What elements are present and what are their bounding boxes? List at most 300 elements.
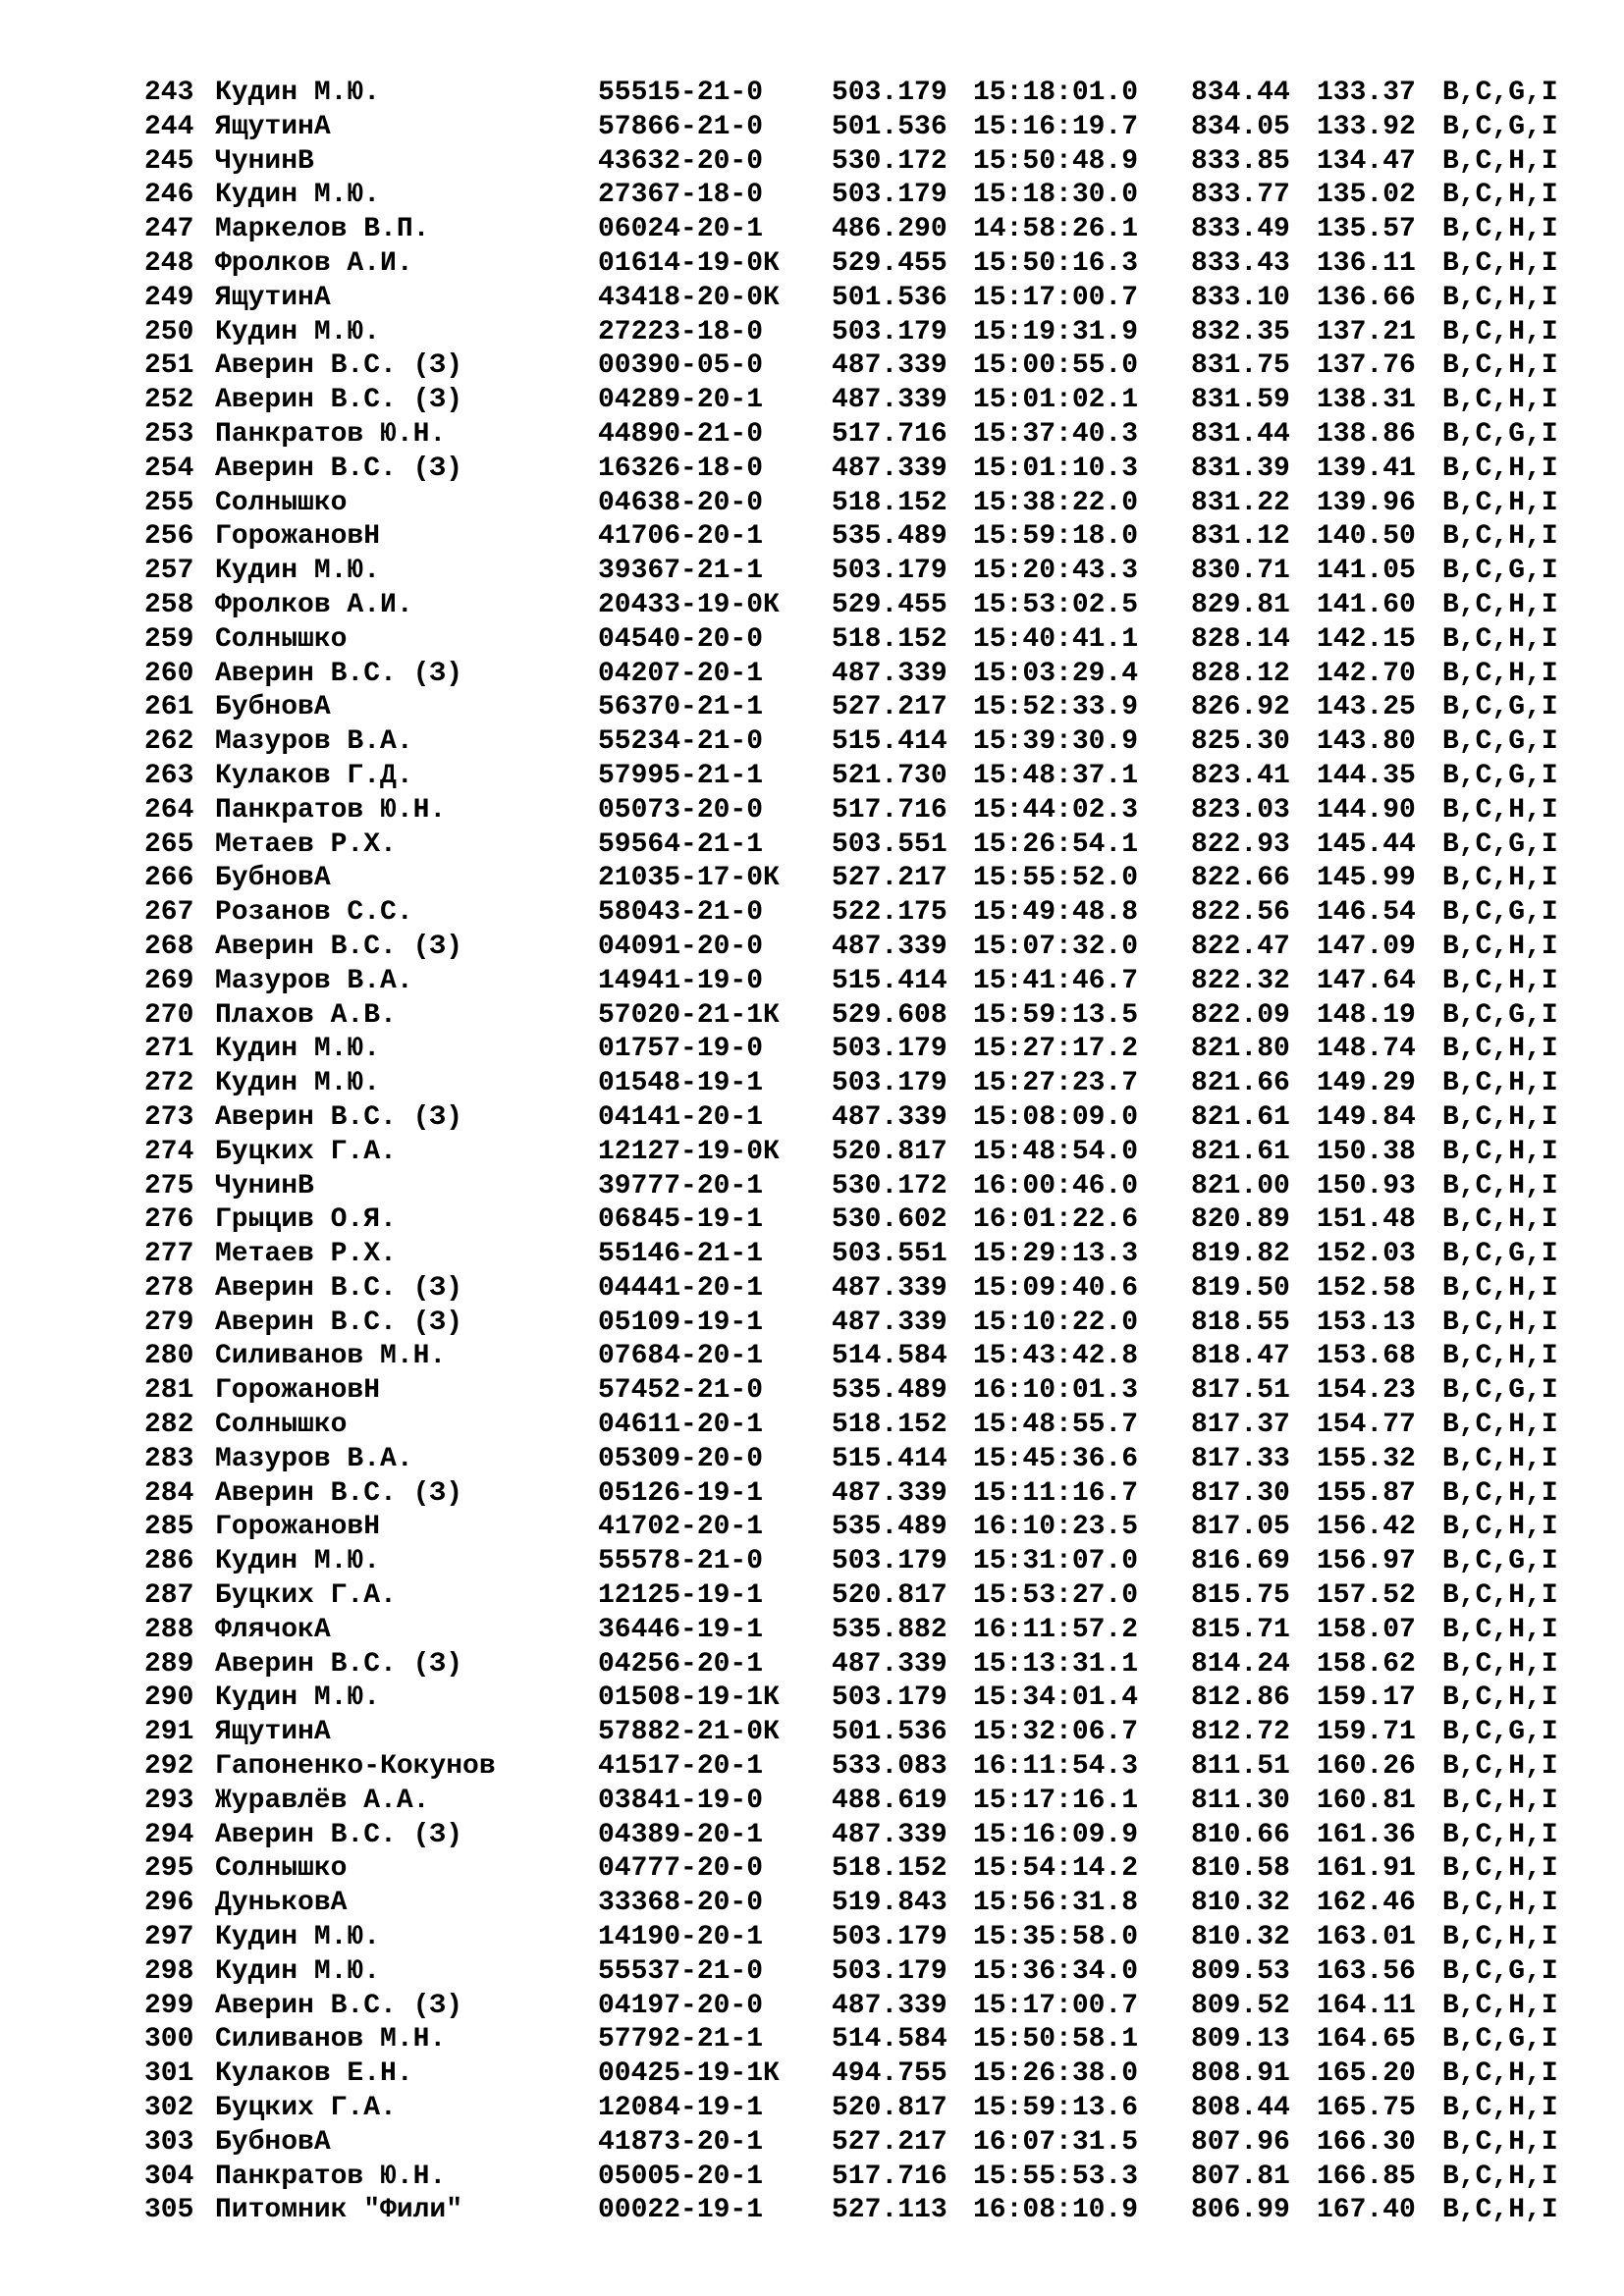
classes: B,C,H,I	[1442, 1307, 1558, 1338]
classes: B,C,H,I	[1442, 1341, 1558, 1372]
classes: B,C,H,I	[1442, 487, 1558, 518]
classes: B,C,H,I	[1442, 1990, 1558, 2021]
ring-number: 55234-21-0	[598, 726, 764, 758]
speed: 811.30	[1191, 1785, 1290, 1816]
speed: 818.55	[1191, 1307, 1290, 1338]
coefficient: 143.25	[1317, 692, 1416, 723]
speed: 809.52	[1191, 1990, 1290, 2021]
speed: 808.91	[1191, 2058, 1290, 2090]
classes: B,C,H,I	[1442, 1443, 1558, 1474]
fancier-name: Мазуров В.А.	[215, 726, 413, 758]
speed: 832.35	[1191, 316, 1290, 347]
classes: B,C,H,I	[1442, 385, 1558, 416]
coefficient: 135.57	[1317, 214, 1416, 245]
ring-number: 04197-20-0	[598, 1990, 764, 2021]
distance: 503.551	[832, 1239, 947, 1270]
speed: 821.66	[1191, 1068, 1290, 1099]
arrival-time: 15:27:23.7	[973, 1068, 1139, 1099]
coefficient: 157.52	[1317, 1580, 1416, 1612]
table-row	[144, 2092, 1558, 2126]
classes: B,C,H,I	[1442, 2058, 1558, 2090]
distance: 535.882	[832, 1614, 947, 1645]
fancier-name: Кулаков Е.Н.	[215, 2058, 413, 2090]
place-number: 305	[144, 2195, 194, 2226]
fancier-name: Аверин В.С. (З)	[215, 1819, 463, 1850]
arrival-time: 16:01:22.6	[973, 1204, 1139, 1236]
ring-number: 57995-21-1	[598, 760, 764, 791]
ring-number: 04141-20-1	[598, 1101, 764, 1133]
table-row	[144, 111, 1558, 145]
distance: 517.716	[832, 2161, 947, 2192]
place-number: 259	[144, 623, 194, 655]
arrival-time: 15:44:02.3	[973, 794, 1139, 826]
table-row	[144, 1990, 1558, 2024]
fancier-name: Кудин М.Ю.	[215, 1068, 381, 1099]
coefficient: 136.11	[1317, 247, 1416, 279]
distance: 535.489	[832, 521, 947, 553]
arrival-time: 15:48:54.0	[973, 1136, 1139, 1167]
speed: 830.71	[1191, 556, 1290, 587]
ring-number: 03841-19-0	[598, 1785, 764, 1816]
table-row	[144, 453, 1558, 487]
place-number: 279	[144, 1307, 194, 1338]
coefficient: 147.09	[1317, 931, 1416, 962]
coefficient: 142.15	[1317, 623, 1416, 655]
coefficient: 153.68	[1317, 1341, 1416, 1372]
distance: 487.339	[832, 385, 947, 416]
speed: 808.44	[1191, 2093, 1290, 2124]
distance: 487.339	[832, 1101, 947, 1133]
ring-number: 12127-19-0К	[598, 1136, 780, 1167]
distance: 487.339	[832, 350, 947, 382]
table-row	[144, 247, 1558, 282]
coefficient: 153.13	[1317, 1307, 1416, 1338]
coefficient: 145.44	[1317, 828, 1416, 860]
place-number: 277	[144, 1239, 194, 1270]
classes: B,C,H,I	[1442, 1170, 1558, 1201]
classes: B,C,H,I	[1442, 1682, 1558, 1714]
speed: 831.59	[1191, 385, 1290, 416]
fancier-name: ДуньковА	[215, 1888, 348, 1919]
place-number: 301	[144, 2058, 194, 2090]
coefficient: 137.76	[1317, 350, 1416, 382]
classes: B,C,H,I	[1442, 623, 1558, 655]
coefficient: 163.01	[1317, 1922, 1416, 1953]
place-number: 280	[144, 1341, 194, 1372]
classes: B,C,G,I	[1442, 1717, 1558, 1748]
fancier-name: Питомник "Фили"	[215, 2195, 463, 2226]
distance: 503.179	[832, 78, 947, 108]
place-number: 294	[144, 1819, 194, 1850]
speed: 823.41	[1191, 760, 1290, 791]
coefficient: 148.74	[1317, 1034, 1416, 1065]
table-row	[144, 1852, 1558, 1887]
ring-number: 05109-19-1	[598, 1307, 764, 1338]
coefficient: 135.02	[1317, 180, 1416, 211]
coefficient: 140.50	[1317, 521, 1416, 553]
table-row	[144, 1443, 1558, 1477]
speed: 817.33	[1191, 1443, 1290, 1474]
table-row	[144, 2126, 1558, 2161]
coefficient: 150.93	[1317, 1170, 1416, 1201]
place-number: 247	[144, 214, 194, 245]
distance: 488.619	[832, 1785, 947, 1816]
classes: B,C,H,I	[1442, 1819, 1558, 1850]
place-number: 256	[144, 521, 194, 553]
arrival-time: 15:41:46.7	[973, 965, 1139, 996]
table-row	[144, 1374, 1558, 1409]
speed: 816.69	[1191, 1546, 1290, 1577]
arrival-time: 15:55:53.3	[973, 2161, 1139, 2192]
place-number: 291	[144, 1717, 194, 1748]
coefficient: 160.81	[1317, 1785, 1416, 1816]
coefficient: 146.54	[1317, 897, 1416, 929]
arrival-time: 16:10:23.5	[973, 1512, 1139, 1543]
arrival-time: 16:00:46.0	[973, 1170, 1139, 1201]
speed: 814.24	[1191, 1648, 1290, 1680]
coefficient: 149.29	[1317, 1068, 1416, 1099]
fancier-name: Панкратов Ю.Н.	[215, 2161, 447, 2192]
table-row	[144, 316, 1558, 350]
arrival-time: 15:45:36.6	[973, 1443, 1139, 1474]
fancier-name: Солнышко	[215, 1853, 348, 1885]
coefficient: 138.31	[1317, 385, 1416, 416]
classes: B,C,H,I	[1442, 658, 1558, 689]
distance: 527.217	[832, 692, 947, 723]
coefficient: 158.62	[1317, 1648, 1416, 1680]
speed: 833.85	[1191, 145, 1290, 177]
classes: B,C,H,I	[1442, 794, 1558, 826]
place-number: 296	[144, 1888, 194, 1919]
distance: 522.175	[832, 897, 947, 929]
ring-number: 55537-21-0	[598, 1955, 764, 1987]
table-row	[144, 1409, 1558, 1443]
speed: 812.72	[1191, 1717, 1290, 1748]
speed: 819.50	[1191, 1272, 1290, 1304]
classes: B,C,H,I	[1442, 1888, 1558, 1919]
place-number: 281	[144, 1375, 194, 1407]
table-row	[144, 794, 1558, 828]
coefficient: 133.37	[1317, 78, 1416, 108]
speed: 817.30	[1191, 1477, 1290, 1509]
table-row	[144, 1511, 1558, 1545]
speed: 815.71	[1191, 1614, 1290, 1645]
table-row	[144, 418, 1558, 453]
fancier-name: ГорожановН	[215, 521, 381, 553]
ring-number: 14941-19-0	[598, 965, 764, 996]
arrival-time: 15:50:16.3	[973, 247, 1139, 279]
ring-number: 27367-18-0	[598, 180, 764, 211]
fancier-name: Буцких Г.А.	[215, 2093, 397, 2124]
speed: 834.05	[1191, 111, 1290, 142]
distance: 535.489	[832, 1512, 947, 1543]
speed: 812.86	[1191, 1682, 1290, 1714]
speed: 807.81	[1191, 2161, 1290, 2192]
arrival-time: 15:56:31.8	[973, 1888, 1139, 1919]
classes: B,C,G,I	[1442, 1546, 1558, 1577]
arrival-time: 15:48:55.7	[973, 1410, 1139, 1441]
coefficient: 134.47	[1317, 145, 1416, 177]
classes: B,C,H,I	[1442, 282, 1558, 313]
arrival-time: 15:48:37.1	[973, 760, 1139, 791]
fancier-name: ЧунинВ	[215, 145, 314, 177]
coefficient: 154.23	[1317, 1375, 1416, 1407]
fancier-name: Аверин В.С. (З)	[215, 1272, 463, 1304]
arrival-time: 15:34:01.4	[973, 1682, 1139, 1714]
speed: 833.77	[1191, 180, 1290, 211]
fancier-name: Силиванов М.Н.	[215, 1341, 447, 1372]
fancier-name: БубновА	[215, 692, 331, 723]
arrival-time: 15:16:19.7	[973, 111, 1139, 142]
arrival-time: 15:50:48.9	[973, 145, 1139, 177]
speed: 828.14	[1191, 623, 1290, 655]
classes: B,C,H,I	[1442, 214, 1558, 245]
table-row	[144, 2161, 1558, 2195]
distance: 487.339	[832, 1272, 947, 1304]
coefficient: 133.92	[1317, 111, 1416, 142]
ring-number: 04540-20-0	[598, 623, 764, 655]
fancier-name: Силиванов М.Н.	[215, 2024, 447, 2056]
classes: B,C,H,I	[1442, 931, 1558, 962]
classes: B,C,H,I	[1442, 1272, 1558, 1304]
speed: 831.44	[1191, 418, 1290, 450]
classes: B,C,H,I	[1442, 145, 1558, 177]
fancier-name: ЯщутинА	[215, 1717, 331, 1748]
place-number: 249	[144, 282, 194, 313]
place-number: 272	[144, 1068, 194, 1099]
ring-number: 57866-21-0	[598, 111, 764, 142]
speed: 821.00	[1191, 1170, 1290, 1201]
place-number: 274	[144, 1136, 194, 1167]
arrival-time: 15:54:14.2	[973, 1853, 1139, 1885]
fancier-name: Солнышко	[215, 487, 348, 518]
table-row	[144, 1955, 1558, 1990]
speed: 831.12	[1191, 521, 1290, 553]
place-number: 292	[144, 1751, 194, 1783]
coefficient: 158.07	[1317, 1614, 1416, 1645]
ring-number: 57452-21-0	[598, 1375, 764, 1407]
coefficient: 159.71	[1317, 1717, 1416, 1748]
coefficient: 148.19	[1317, 999, 1416, 1031]
distance: 487.339	[832, 658, 947, 689]
ring-number: 00425-19-1К	[598, 2058, 780, 2090]
coefficient: 151.48	[1317, 1204, 1416, 1236]
classes: B,C,H,I	[1442, 1751, 1558, 1783]
distance: 518.152	[832, 1410, 947, 1441]
speed: 822.56	[1191, 897, 1290, 929]
arrival-time: 15:09:40.6	[973, 1272, 1139, 1304]
fancier-name: Кудин М.Ю.	[215, 78, 381, 108]
distance: 529.608	[832, 999, 947, 1031]
place-number: 295	[144, 1853, 194, 1885]
ring-number: 57020-21-1К	[598, 999, 780, 1031]
place-number: 263	[144, 760, 194, 791]
classes: B,C,G,I	[1442, 897, 1558, 929]
ring-number: 55146-21-1	[598, 1239, 764, 1270]
table-row	[144, 1887, 1558, 1921]
fancier-name: Буцких Г.А.	[215, 1136, 397, 1167]
ring-number: 43632-20-0	[598, 145, 764, 177]
classes: B,C,G,I	[1442, 418, 1558, 450]
coefficient: 154.77	[1317, 1410, 1416, 1441]
place-number: 270	[144, 999, 194, 1031]
speed: 810.58	[1191, 1853, 1290, 1885]
classes: B,C,G,I	[1442, 78, 1558, 108]
fancier-name: ГорожановН	[215, 1512, 381, 1543]
place-number: 269	[144, 965, 194, 996]
arrival-time: 15:29:13.3	[973, 1239, 1139, 1270]
place-number: 262	[144, 726, 194, 758]
table-row	[144, 999, 1558, 1034]
place-number: 255	[144, 487, 194, 518]
table-row	[144, 1203, 1558, 1238]
fancier-name: БубновА	[215, 863, 331, 894]
fancier-name: Кудин М.Ю.	[215, 1955, 381, 1987]
coefficient: 163.56	[1317, 1955, 1416, 1987]
speed: 819.82	[1191, 1239, 1290, 1270]
place-number: 258	[144, 589, 194, 620]
table-row	[144, 828, 1558, 863]
fancier-name: Солнышко	[215, 623, 348, 655]
arrival-time: 15:36:34.0	[973, 1955, 1139, 1987]
coefficient: 137.21	[1317, 316, 1416, 347]
fancier-name: Аверин В.С. (З)	[215, 350, 463, 382]
speed: 811.51	[1191, 1751, 1290, 1783]
coefficient: 155.87	[1317, 1477, 1416, 1509]
speed: 820.89	[1191, 1204, 1290, 1236]
classes: B,C,H,I	[1442, 1922, 1558, 1953]
table-row	[144, 760, 1558, 794]
coefficient: 161.36	[1317, 1819, 1416, 1850]
table-row	[144, 1750, 1558, 1785]
table-row	[144, 1340, 1558, 1374]
fancier-name: Панкратов Ю.Н.	[215, 794, 447, 826]
distance: 517.716	[832, 418, 947, 450]
speed: 806.99	[1191, 2195, 1290, 2226]
ring-number: 21035-17-0К	[598, 863, 780, 894]
speed: 810.32	[1191, 1922, 1290, 1953]
distance: 520.817	[832, 2093, 947, 2124]
place-number: 243	[144, 78, 194, 108]
classes: B,C,H,I	[1442, 316, 1558, 347]
distance: 520.817	[832, 1136, 947, 1167]
fancier-name: Кудин М.Ю.	[215, 556, 381, 587]
ring-number: 04091-20-0	[598, 931, 764, 962]
place-number: 285	[144, 1512, 194, 1543]
coefficient: 136.66	[1317, 282, 1416, 313]
table-row	[144, 145, 1558, 180]
arrival-time: 15:17:00.7	[973, 1990, 1139, 2021]
ring-number: 04207-20-1	[598, 658, 764, 689]
fancier-name: Метаев Р.Х.	[215, 828, 397, 860]
ring-number: 06845-19-1	[598, 1204, 764, 1236]
ring-number: 04441-20-1	[598, 1272, 764, 1304]
classes: B,C,H,I	[1442, 1034, 1558, 1065]
coefficient: 152.58	[1317, 1272, 1416, 1304]
coefficient: 156.97	[1317, 1546, 1416, 1577]
coefficient: 144.90	[1317, 794, 1416, 826]
fancier-name: Грыцив О.Я.	[215, 1204, 397, 1236]
place-number: 244	[144, 111, 194, 142]
table-row	[144, 725, 1558, 760]
ring-number: 04389-20-1	[598, 1819, 764, 1850]
arrival-time: 15:59:13.5	[973, 999, 1139, 1031]
table-row	[144, 520, 1558, 555]
speed: 817.05	[1191, 1512, 1290, 1543]
place-number: 252	[144, 385, 194, 416]
fancier-name: Аверин В.С. (З)	[215, 1101, 463, 1133]
speed: 822.09	[1191, 999, 1290, 1031]
place-number: 248	[144, 247, 194, 279]
place-number: 257	[144, 556, 194, 587]
ring-number: 04777-20-0	[598, 1853, 764, 1885]
coefficient: 156.42	[1317, 1512, 1416, 1543]
distance: 503.179	[832, 1682, 947, 1714]
coefficient: 145.99	[1317, 863, 1416, 894]
distance: 503.179	[832, 556, 947, 587]
distance: 527.217	[832, 863, 947, 894]
speed: 809.13	[1191, 2024, 1290, 2056]
arrival-time: 15:50:58.1	[973, 2024, 1139, 2056]
arrival-time: 15:01:10.3	[973, 453, 1139, 484]
classes: B,C,H,I	[1442, 1648, 1558, 1680]
ring-number: 57882-21-0К	[598, 1717, 780, 1748]
table-row	[144, 862, 1558, 896]
distance: 487.339	[832, 1819, 947, 1850]
ring-number: 05309-20-0	[598, 1443, 764, 1474]
speed: 831.22	[1191, 487, 1290, 518]
classes: B,C,H,I	[1442, 247, 1558, 279]
classes: B,C,H,I	[1442, 1068, 1558, 1099]
distance: 503.179	[832, 1068, 947, 1099]
speed: 821.61	[1191, 1101, 1290, 1133]
speed: 831.75	[1191, 350, 1290, 382]
arrival-time: 15:39:30.9	[973, 726, 1139, 758]
distance: 501.536	[832, 1717, 947, 1748]
coefficient: 166.85	[1317, 2161, 1416, 2192]
distance: 503.179	[832, 316, 947, 347]
coefficient: 143.80	[1317, 726, 1416, 758]
arrival-time: 15:59:13.6	[973, 2093, 1139, 2124]
ring-number: 05005-20-1	[598, 2161, 764, 2192]
classes: B,C,H,I	[1442, 2093, 1558, 2124]
arrival-time: 15:08:09.0	[973, 1101, 1139, 1133]
fancier-name: Кудин М.Ю.	[215, 316, 381, 347]
ring-number: 33368-20-0	[598, 1888, 764, 1919]
classes: B,C,G,I	[1442, 556, 1558, 587]
arrival-time: 16:11:57.2	[973, 1614, 1139, 1645]
distance: 494.755	[832, 2058, 947, 2090]
speed: 834.44	[1191, 78, 1290, 108]
coefficient: 164.11	[1317, 1990, 1416, 2021]
fancier-name: Фролков А.И.	[215, 589, 413, 620]
classes: B,C,H,I	[1442, 521, 1558, 553]
place-number: 275	[144, 1170, 194, 1201]
arrival-time: 15:16:09.9	[973, 1819, 1139, 1850]
classes: B,C,H,I	[1442, 2195, 1558, 2226]
ring-number: 05073-20-0	[598, 794, 764, 826]
table-row	[144, 1614, 1558, 1648]
classes: B,C,H,I	[1442, 965, 1558, 996]
speed: 822.47	[1191, 931, 1290, 962]
distance: 503.179	[832, 1546, 947, 1577]
distance: 515.414	[832, 1443, 947, 1474]
place-number: 267	[144, 897, 194, 929]
ring-number: 07684-20-1	[598, 1341, 764, 1372]
arrival-time: 15:17:00.7	[973, 282, 1139, 313]
arrival-time: 15:17:16.1	[973, 1785, 1139, 1816]
table-row	[144, 1785, 1558, 1819]
